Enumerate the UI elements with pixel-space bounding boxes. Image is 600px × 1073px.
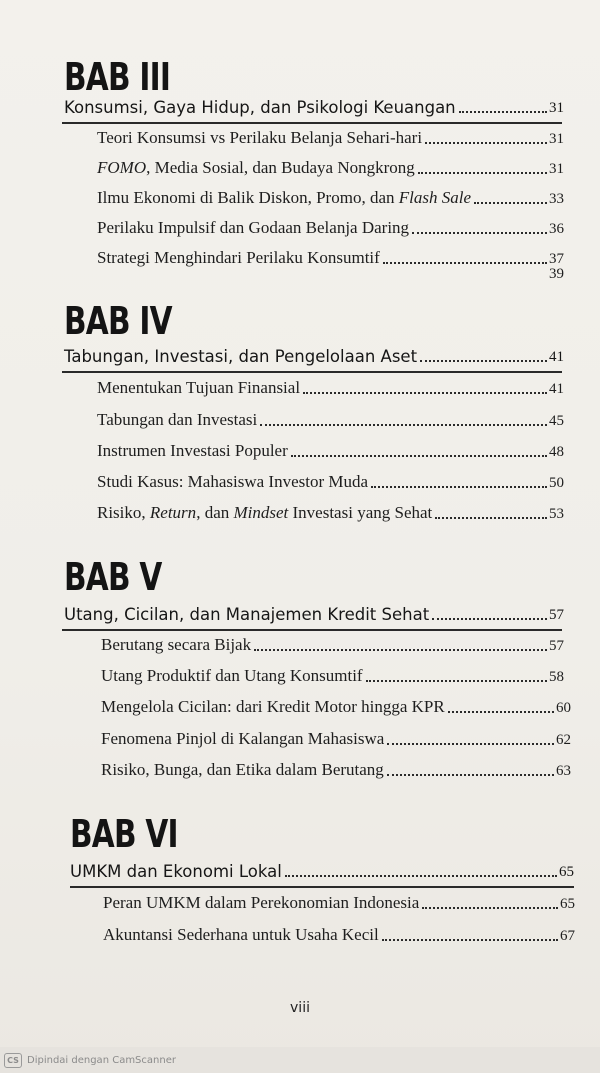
toc-entry	[97, 472, 564, 492]
toc-entry	[97, 158, 564, 178]
page-ref: 58	[549, 669, 564, 685]
section-rule	[62, 371, 562, 373]
section-entry	[70, 862, 574, 881]
leader-dots	[383, 262, 547, 264]
chapter-heading-bab-v: BAB V	[64, 555, 162, 599]
camscanner-logo-icon: CS	[4, 1053, 22, 1068]
toc-entry	[101, 666, 564, 686]
leader-dots	[260, 424, 547, 426]
page-ref: 57	[549, 607, 564, 623]
entry-title: Risiko, Bunga, dan Etika dalam Berutang	[101, 760, 384, 779]
page-number: viii	[290, 1000, 310, 1016]
entry-title: Menentukan Tujuan Finansial	[97, 378, 301, 397]
toc-entry	[101, 729, 571, 749]
chapter-heading-bab-iv: BAB IV	[64, 299, 172, 343]
section-title: Utang, Cicilan, dan Manajemen Kredit Sehat	[64, 605, 430, 624]
page-ref: 50	[549, 475, 564, 491]
toc-entry	[101, 635, 564, 655]
chapter-heading-bab-vi: BAB VI	[70, 812, 178, 856]
toc-entry	[97, 266, 564, 283]
entry-title: Strategi Menghindari Perilaku Konsumtif	[97, 248, 380, 267]
leader-dots	[435, 517, 547, 519]
entry-title: Mengelola Cicilan: dari Kredit Motor hingga KPR	[101, 697, 445, 716]
section-title: Tabungan, Investasi, dan Pengelolaan Aset	[64, 347, 418, 366]
section-entry	[64, 98, 564, 117]
page-ref: 31	[549, 161, 564, 177]
page-ref: 67	[560, 928, 575, 944]
page-ref: 33	[549, 191, 564, 207]
leader-dots	[291, 455, 547, 457]
page-ref: 60	[556, 700, 571, 716]
toc-entry	[101, 697, 571, 717]
leader-dots	[382, 939, 558, 941]
chapter-heading-bab-iii: BAB III	[64, 55, 171, 99]
page-ref: 53	[549, 506, 564, 522]
entry-title: Berutang secara Bijak	[101, 635, 252, 654]
entry-title: Perilaku Impulsif dan Godaan Belanja Daring	[97, 218, 410, 237]
page-ref: 41	[549, 349, 564, 365]
toc-entry	[97, 503, 564, 523]
page-ref: 48	[549, 444, 564, 460]
leader-dots	[387, 774, 554, 776]
entry-title: Studi Kasus: Mahasiswa Investor Muda	[97, 472, 369, 491]
entry-title: FOMO, Media Sosial, dan Budaya Nongkrong	[97, 158, 415, 177]
entry-title: Teori Konsumsi vs Perilaku Belanja Sehari-hari	[97, 128, 423, 147]
page-ref: 37	[549, 251, 564, 267]
page-ref: 41	[549, 381, 564, 397]
toc-entry	[97, 188, 564, 208]
section-title: UMKM dan Ekonomi Lokal	[70, 862, 282, 881]
page-ref: 62	[556, 732, 571, 748]
section-entry	[64, 347, 564, 366]
toc-entry	[103, 893, 575, 913]
section-rule	[62, 122, 562, 124]
leader-dots	[366, 680, 547, 682]
leader-dots	[459, 111, 547, 113]
toc-entry	[97, 218, 564, 238]
entry-title: Ilmu Ekonomi di Balik Diskon, Promo, dan Flash Sale	[97, 188, 471, 207]
toc-entry	[97, 248, 564, 268]
entry-title: Akuntansi Sederhana untuk Usaha Kecil	[103, 925, 379, 944]
entry-title: Tabungan dan Investasi	[97, 410, 258, 429]
page-ref: 36	[549, 221, 564, 237]
leader-dots	[303, 392, 547, 394]
leader-dots	[422, 907, 558, 909]
leader-dots	[420, 360, 547, 362]
leader-dots	[412, 232, 547, 234]
page-ref: 65	[559, 864, 574, 880]
page-ref: 63	[556, 763, 571, 779]
entry-title: Instrumen Investasi Populer	[97, 441, 288, 460]
leader-dots	[387, 743, 554, 745]
toc-entry	[97, 378, 564, 398]
leader-dots	[425, 142, 547, 144]
leader-dots	[474, 202, 547, 204]
leader-dots	[448, 711, 554, 713]
section-rule	[62, 629, 562, 631]
page-ref: 31	[549, 131, 564, 147]
page-ref: 31	[549, 100, 564, 116]
entry-title: Fenomena Pinjol di Kalangan Mahasiswa	[101, 729, 385, 748]
section-entry	[64, 605, 564, 624]
leader-dots	[432, 618, 547, 620]
toc-entry	[97, 441, 564, 461]
leader-dots	[285, 875, 557, 877]
scanner-watermark-text: Dipindai dengan CamScanner	[27, 1054, 176, 1066]
leader-dots	[371, 486, 547, 488]
page-ref: 57	[549, 638, 564, 654]
toc-entry	[97, 128, 564, 148]
leader-dots	[254, 649, 547, 651]
page-ref: 39	[549, 266, 564, 282]
entry-title: Utang Produktif dan Utang Konsumtif	[101, 666, 363, 685]
leader-dots	[418, 172, 547, 174]
scanner-footer	[0, 1047, 600, 1073]
section-title: Konsumsi, Gaya Hidup, dan Psikologi Keuangan	[64, 98, 456, 117]
section-rule	[70, 886, 574, 888]
entry-title: Peran UMKM dalam Perekonomian Indonesia	[103, 893, 420, 912]
page-ref: 65	[560, 896, 575, 912]
toc-entry	[103, 925, 575, 945]
page-ref: 45	[549, 413, 564, 429]
toc-entry	[97, 410, 564, 430]
entry-title: Risiko, Return, dan Mindset Investasi yang Sehat	[97, 503, 433, 522]
toc-entry	[101, 760, 571, 780]
